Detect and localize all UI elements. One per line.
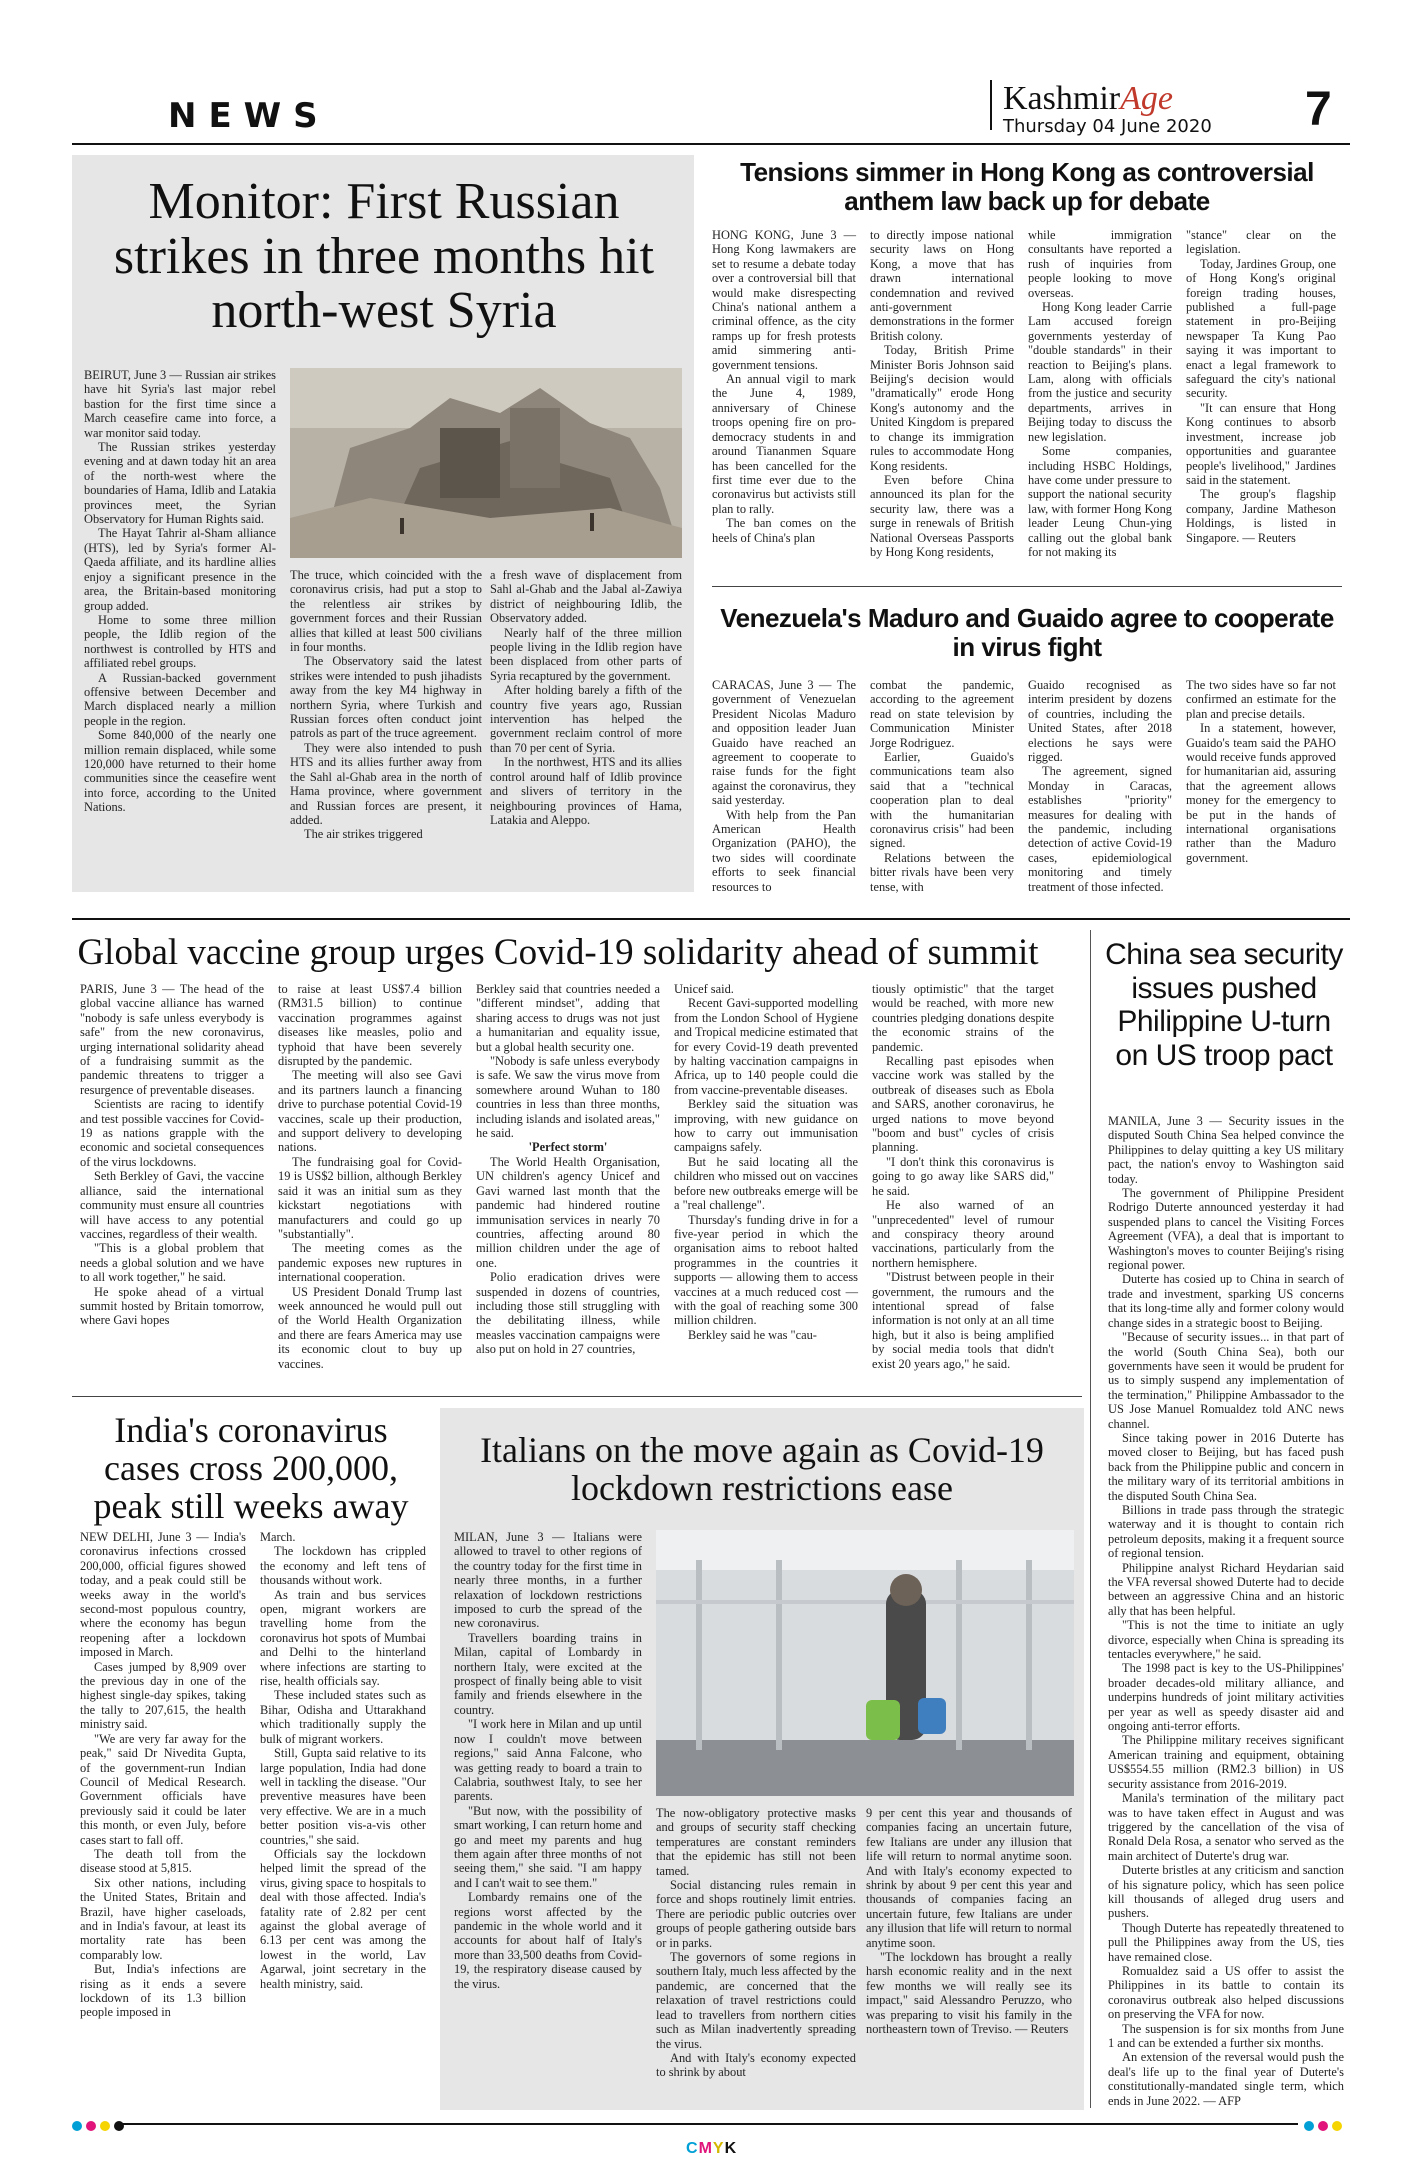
paragraph: The governors of some regions in southern Italy, much less affected by the pandemic, are concerned that the relaxation of travel restrictions could lead to travellers from northern cities such as Milan inadvertently spreading the virus. [656, 1950, 856, 2051]
column-divider [1090, 930, 1091, 2108]
paragraph: Berkley said the situation was improving, with new guidance on how to carry out immunisation campaigns safely. [674, 1097, 858, 1155]
venezuela-headline: Venezuela's Maduro and Guaido agree to cooperate in virus fight [720, 603, 1334, 663]
divider [712, 586, 1342, 587]
paragraph: These included states such as Bihar, Odisha and Uttarakhand which traditionally supply the bulk of migrant workers. [260, 1688, 426, 1746]
paragraph: Six other nations, including the United States, Britain and Brazil, have higher caseloads, and in India's favour, at least its mortality rate has been comparably low. [80, 1875, 246, 1962]
section-rule [72, 918, 1350, 920]
venezuela-col-2 [870, 678, 1014, 894]
paragraph: Nearly half of the three million people living in the Idlib region have been displaced from other parts of Syria recaptured by the government. [490, 625, 682, 683]
paragraph: a fresh wave of displacement from Sahl al-Ghab and the Jabal al-Zawiya district of neighbouring Idlib, the Observatory added. [490, 568, 682, 626]
paper-name-age: Age [1120, 80, 1173, 117]
paragraph: CARACAS, June 3 — The government of Venezuelan President Nicolas Maduro and opposition leader Juan Guaido have reached an agreement to cooperate to raise funds for the fight against the coronavirus, they said yesterday. [712, 678, 856, 808]
color-dots-left [72, 2118, 124, 2136]
paragraph: MILAN, June 3 — Italians were allowed to travel to other regions of the country today for the first time in nearly three months, in a further relaxation of lockdown restrictions imposed to curb the spread of the new coronavirus. [454, 1530, 642, 1631]
paragraph: But, India's infections are rising as it ends a severe lockdown of its 1.3 billion people imposed in [80, 1962, 246, 2020]
paragraph: As train and bus services open, migrant workers are travelling home from the coronavirus hot spots of Mumbai and Delhi to the hinterland where infections are starting to rise, health officials say. [260, 1587, 426, 1689]
color-dots-right [1304, 2118, 1342, 2136]
venezuela-col-3 [1028, 678, 1172, 894]
hongkong-col-1 [712, 228, 856, 568]
paragraph: 9 per cent this year and thousands of companies facing an uncertain future, few Italians are under any illusion that life will return to normal anytime soon. And with Italy's economy expected to shrink by about 9 per cent this year and thousands of companies facing an uncertain future, few Italians are under any illusion that life will return to normal anytime soon. [866, 1806, 1072, 1950]
paragraph: Duterte has cosied up to China in search of trade and investment, sparking US concerns that its long-time ally and former colony would change sides in a strategic boost to Beijing. [1108, 1272, 1344, 1330]
paragraph: "We are very far away for the peak," said Dr Nivedita Gupta, of the government-run Indian Council of Medical Research. Government officials have previously said it could be later this month, or even July, before cases start to fall off. [80, 1731, 246, 1847]
paragraph: "I don't think this coronavirus is going to go away like SARS did," he said. [872, 1154, 1054, 1198]
paragraph: PARIS, June 3 — The head of the global vaccine alliance has warned "nobody is safe unless everybody is safe" from the new coronavirus, urging international solidarity ahead of a fundraising summit as the pandemic threatens to trigger a resurgence of preventable diseases. [80, 982, 264, 1097]
cmyk-letter: Y [712, 2140, 725, 2157]
paragraph: The Russian strikes yesterday evening and at dawn today hit an area of the north-west where the boundaries of Hama, Idlib and Latakia provinces meet, the Syrian Observatory for Human Rights said. [84, 440, 276, 527]
paragraph: They were also intended to push HTS and its allies further away from the Sahl al-Ghab area in the north of Hama province, where government and Russian forces are present, it added. [290, 740, 482, 827]
paragraph: Manila's termination of the military pact was to have taken effect in August and was triggered by the cancellation of the visa of Ronald Dela Rosa, a senator who served as the main architect of Duterte's drug war. [1108, 1791, 1344, 1863]
italy-col-3 [866, 1806, 1072, 2100]
paragraph: The 1998 pact is key to the US-Philippines' broader decades-old military alliance, and underpins hundreds of joint military activities per year as well as speedy disaster aid and ongoing anti-terror efforts. [1108, 1661, 1344, 1734]
india-col-2 [260, 1530, 426, 2110]
syria-col-2 [290, 568, 482, 880]
paragraph: Still, Gupta said relative to its large population, India had done well in tackling the disease. "Our preventive measures have been very effective. We are in a much better position vis-a-vis other countries," she said. [260, 1746, 426, 1847]
paragraph: HONG KONG, June 3 — Hong Kong lawmakers are set to resume a debate today over a controversial bill that would make disrespecting China's national anthem a criminal offence, as the city ramps up for fresh protests amid simmering anti-government tensions. [712, 228, 856, 372]
paragraph: In the northwest, HTS and its allies control around half of Idlib province and slivers of territory in the neighbouring provinces of Hama, Latakia and Aleppo. [490, 755, 682, 827]
cmyk-letter: K [724, 2140, 738, 2157]
paragraph: "But now, with the possibility of smart working, I can return home and go and meet my parents and hug them again after three months of not seeing them," she said. "I am happy and I can't wait to see them." [454, 1803, 642, 1890]
paragraph: The now-obligatory protective masks and groups of security staff checking temperatures are constant reminders that the epidemic has still not been tamed. [656, 1806, 856, 1878]
paragraph: The suspension is for six months from June 1 and can be extended a further six months. [1108, 2021, 1344, 2050]
paragraph: An extension of the reversal would push the deal's life up to the final year of Duterte's constitutionally-mandated single term, which ends in June 2022. — AFP [1108, 2050, 1344, 2108]
hongkong-headline: Tensions simmer in Hong Kong as controversial anthem law back up for debate [740, 157, 1314, 217]
paragraph: Hong Kong leader Carrie Lam accused foreign governments yesterday of "double standards" in their reaction to Beijing's plans. Lam, along with officials from the justice and security departments, arrives in Beijing today to discuss the new legislation. [1028, 300, 1172, 444]
paragraph: The air strikes triggered [304, 827, 423, 842]
venezuela-col-4 [1186, 678, 1336, 884]
section-title: NEWS [168, 96, 330, 136]
paragraph: while immigration consultants have reported a rush of inquiries from people looking to move overseas. [1028, 228, 1172, 300]
paragraph: And with Italy's economy expected to shrink by about [656, 2050, 856, 2080]
yellow-dot [100, 2121, 110, 2131]
registration-bar [72, 2118, 1350, 2130]
paragraph: Some 840,000 of the nearly one million remain displaced, while some 120,000 have returned to their home communities since the ceasefire went into force, according to the United Nations. [84, 728, 276, 815]
paragraph: The World Health Organisation, UN children's agency Unicef and Gavi warned last month that the pandemic had hindered routine immunisation services in nearly 70 countries, affecting around 80 million children under the age of one. [476, 1154, 660, 1270]
paragraph: MANILA, June 3 — Security issues in the disputed South China Sea helped convince the Philippines to delay quitting a key US military pact, the nation's envoy to Washington said today. [1108, 1114, 1344, 1186]
masthead-divider [990, 80, 992, 130]
syria-ruins-photo [290, 368, 682, 558]
cmyk-letter: M [698, 2140, 713, 2157]
italy-headline: Italians on the move again as Covid-19 lockdown restrictions ease [480, 1430, 1044, 1508]
paragraph: to directly impose national security laws on Hong Kong, a move that has drawn international condemnation and revived anti-government demonstrations in the former British colony. [870, 228, 1014, 343]
paragraph: March. [260, 1530, 296, 1544]
paragraph: A Russian-backed government offensive between December and March displaced nearly a million people in the region. [84, 670, 276, 728]
paragraph: The two sides have so far not confirmed an estimate for the plan and precise details. [1186, 678, 1336, 721]
paragraph: combat the pandemic, according to the agreement read on state television by Communication Minister Jorge Rodriguez. [870, 678, 1014, 750]
paragraph: Officials say the lockdown helped limit the spread of the virus, giving space to hospitals to deal with those affected. India's fatality rate of 2.82 per cent against the global average of 6.13 per cent was among the lowest in the world, Lav Agarwal, joint secretary in the health ministry, said. [260, 1846, 426, 1991]
venezuela-col-1 [712, 678, 856, 894]
paragraph: Billions in trade pass through the strategic waterway and it is thought to contain rich petroleum deposits, making it a frequent source of regional tension. [1108, 1502, 1344, 1561]
paragraph: The lockdown has crippled the economy and left tens of thousands without work. [260, 1544, 426, 1588]
paragraph: "This is a global problem that needs a global solution and we have to all work together," he said. [80, 1241, 264, 1285]
paragraph: BEIRUT, June 3 — Russian air strikes have hit Syria's last major rebel bastion for the first time since a March ceasefire came into force, a war monitor said today. [84, 368, 276, 440]
paragraph: "stance" clear on the legislation. [1186, 228, 1336, 257]
paragraph: Travellers boarding trains in Milan, capital of Lombardy in northern Italy, were excited at the prospect of finally being able to visit family and friends elsewhere in the country. [454, 1630, 642, 1717]
header-rule [72, 143, 1350, 145]
issue-date: Thursday 04 June 2020 [1003, 116, 1212, 137]
italy-col-2 [656, 1806, 856, 2100]
paragraph: Today, Jardines Group, one of Hong Kong's original foreign trading houses, published a full-page statement in pro-Beijing newspaper Ta Kung Pao saying it was important to enact a legal framework to safeguard the city's national security. [1186, 256, 1336, 401]
cmyk-mark [686, 2140, 737, 2158]
cmyk-letter: C [686, 2140, 699, 2157]
vaccine-col-4 [674, 982, 858, 1388]
paragraph: With help from the Pan American Health Organization (PAHO), the two sides will coordinate efforts to seek financial resources to [712, 807, 856, 894]
paper-name [1003, 80, 1173, 118]
paper-name-kashmir: Kashmir [1003, 80, 1121, 117]
magenta-dot [86, 2121, 96, 2131]
china-body [1108, 1114, 1344, 2108]
paragraph: Thursday's funding drive in for a five-year period in which the organisation aims to reboot halted programmes in the countries it supports — allowing them to access vaccines at a much reduced cost — with the goal of reaching some 300 million children. [674, 1212, 858, 1328]
paragraph: tiously optimistic" that the target would be reached, with more new countries pledging donations despite the economic strains of the pandemic. [872, 982, 1054, 1054]
italy-col-1 [454, 1530, 642, 2100]
paragraph: Scientists are racing to identify and test possible vaccines for Covid-19 as nations grapple with the economic and societal consequences of the virus lockdowns. [80, 1097, 264, 1169]
paragraph: Though Duterte has repeatedly threatened to pull the Philippines away from the US, ties have remained close. [1108, 1920, 1344, 1964]
india-col-1 [80, 1530, 246, 2110]
paragraph: The fundraising goal for Covid-19 is US$2 billion, although Berkley said it was an initial sum as they kickstart negotiations with manufacturers and could go up "substantially". [278, 1154, 462, 1241]
paragraph: Since taking power in 2016 Duterte has moved closer to Beijing, but has faced push back from the Philippine public and concern in the military wary of its territorial ambitions in the disputed South China Sea. [1108, 1430, 1344, 1503]
paragraph: to raise at least US$7.4 billion (RM31.5 billion) to continue vaccination programmes against diseases like measles, polio and typhoid that have been severely disrupted by the pandemic. [278, 982, 462, 1069]
paragraph: Recalling past episodes when vaccine work was stalled by the outbreak of diseases such as Ebola and SARS, another coronavirus, he urged nations to move beyond "boom and bust" cycles of crisis planning. [872, 1054, 1054, 1155]
paragraph: The Hayat Tahrir al-Sham alliance (HTS), led by Syria's former Al-Qaeda affiliate, and its hardline allies enjoy a significant presence in the area, the Britain-based monitoring group added. [84, 526, 276, 613]
paragraph: Home to some three million people, the Idlib region of the northwest is controlled by HTS and affiliated rebel groups. [84, 612, 276, 671]
paragraph: He spoke ahead of a virtual summit hosted by Britain tomorrow, where Gavi hopes [80, 1284, 264, 1328]
hongkong-col-4 [1186, 228, 1336, 568]
paragraph: He also warned of an "unprecedented" level of rumour and conspiracy theory around vaccinations, particularly from the northern hemisphere. [872, 1198, 1054, 1270]
paragraph: Some companies, including HSBC Holdings, have come under pressure to support the national security law, with former Hong Kong leader Leung Chun-ying calling out the global bank for not making its [1028, 444, 1172, 559]
paragraph: The Philippine military receives significant American training and equipment, obtaining US$554.55 million (RM2.3 billion) in US security assistance from 2016-2019. [1108, 1733, 1344, 1791]
page-number: 7 [1305, 83, 1332, 136]
paragraph: The meeting comes as the pandemic exposes new ruptures in international cooperation. [278, 1241, 462, 1285]
paragraph: NEW DELHI, June 3 — India's coronavirus infections crossed 200,000, official figures showed today, and a peak could still be weeks away in the world's second-most populous country, where the economy has begun reopening after a lockdown imposed in March. [80, 1530, 246, 1660]
paragraph: Seth Berkley of Gavi, the vaccine alliance, said the international community must ensure all countries will have access to any potential vaccines, regardless of their wealth. [80, 1169, 264, 1241]
paragraph: "This is not the time to initiate an ugly divorce, especially when China is spreading its tentacles everywhere," he said. [1108, 1618, 1344, 1662]
paragraph: "The lockdown has brought a really harsh economic reality and in the next few months we will really see its impact," said Alessandro Peruzzo, who was preparing to visit his family in the northeastern town of Treviso. — Reuters [866, 1950, 1072, 2037]
divider [72, 1396, 1082, 1397]
paragraph: The ban comes on the heels of China's plan [712, 516, 856, 545]
paragraph: But he said locating all the children who missed out on vaccines before new outbreaks emerge will be a "real challenge". [674, 1154, 858, 1213]
paragraph: The Observatory said the latest strikes were intended to push jihadists away from the key M4 highway in northern Syria, where Turkish and Russian forces often conduct joint patrols as part of the truce agreement. [290, 654, 482, 741]
paragraph: The death toll from the disease stood at 5,815. [80, 1846, 246, 1876]
paragraph: After holding barely a fifth of the country five years ago, Russian intervention has helped the government reclaim control of more than 70 per cent of Syria. [490, 683, 682, 755]
paragraph: Duterte bristles at any criticism and sanction of his signature policy, which has seen police kill thousands of alleged drug users and pushers. [1108, 1863, 1344, 1921]
magenta-dot [1318, 2121, 1328, 2131]
syria-col-3 [490, 568, 682, 880]
hongkong-col-2 [870, 228, 1014, 568]
vaccine-col-1 [80, 982, 264, 1388]
paragraph: "Distrust between people in their government, the rumours and the intentional spread of false information is not only at an all time high, but it also is being amplified by social media tools that didn't exist 20 years ago," he said. [872, 1270, 1054, 1371]
paragraph: The truce, which coincided with the coronavirus crisis, had put a stop to the relentless air strikes by government forces and their Russian allies that killed at least 500 civilians in four months. [290, 568, 482, 655]
registration-line [118, 2123, 1298, 2125]
paragraph: "I work here in Milan and up until now I couldn't move between regions," said Anna Falcone, who was getting ready to board a train to Calabria, southwest Italy, to see her parents. [454, 1717, 642, 1804]
paragraph: Today, British Prime Minister Boris Johnson said Beijing's decision would "dramatically" erode Hong Kong's autonomy and the United Kingdom is prepared to change its immigration rules to accommodate Hong Kong residents. [870, 343, 1014, 473]
paragraph: Lombardy remains one of the regions worst affected by the pandemic in the whole world and it accounts for about half of Italy's more than 33,500 deaths from Covid-19, the respiratory disease caused by the virus. [454, 1890, 642, 1991]
train-interior-illustration [656, 1530, 1074, 1796]
train-passenger-photo [656, 1530, 1074, 1796]
paragraph: "Because of security issues... in that part of the world (South China Sea), both our governments have seen it would be prudent for us to simply suspend any implementation of the termination," Philippine Ambassador to the US Jose Manuel Romualdez told ANC news channel. [1108, 1330, 1344, 1431]
syria-col-1 [84, 368, 276, 880]
china-headline: China sea security issues pushed Philippine U-turn on US troop pact [1105, 938, 1343, 1072]
paragraph: Philippine analyst Richard Heydarian said the VFA reversal showed Duterte had to decide between an aggressive China and an historic ally that has been helpful. [1108, 1560, 1344, 1618]
yellow-dot [1332, 2121, 1342, 2131]
paragraph: The meeting will also see Gavi and its partners launch a financing drive to purchase potential Covid-19 vaccines, scale up their production, and support delivery to developing nations. [278, 1068, 462, 1155]
subhead: 'Perfect storm' [528, 1140, 608, 1155]
india-headline: India's coronavirus cases cross 200,000, peak still weeks away [93, 1410, 409, 1526]
paragraph: An annual vigil to mark the June 4, 1989, anniversary of Chinese troops opening fire on pro-democracy students in and around Tiananmen Square has been cancelled for the first time ever due to the coronavirus but activists still plan to rally. [712, 372, 856, 516]
paragraph: Guaido recognised as interim president by dozens of countries, including the United States, after 2018 elections he says were rigged. [1028, 678, 1172, 765]
paragraph: "Nobody is safe unless everybody is safe. We saw the virus move from somewhere around Wuhan to 180 countries in less than three months, including islands and isolated areas," he said. [476, 1054, 660, 1141]
syria-headline: Monitor: First Russian strikes in three months hit north-west Syria [113, 173, 655, 340]
cyan-dot [1304, 2121, 1314, 2131]
paragraph: Unicef said. [674, 982, 734, 996]
paragraph: The government of Philippine President Rodrigo Duterte announced yesterday it had suspended plans to cancel the Visiting Forces Agreement (VFA), a deal that is important to Washington's moves to counter Beijing's rising regional power. [1108, 1186, 1344, 1273]
paragraph: Social distancing rules remain in force and shops routinely limit entries. There are periodic public outcries over groups of people gathering outside bars or in parks. [656, 1878, 856, 1950]
paragraph: Recent Gavi-supported modelling from the London School of Hygiene and Tropical medicine estimated that for every Covid-19 death prevented by halting vaccination campaigns in Africa, up to 140 people could die from vaccine-preventable diseases. [674, 996, 858, 1097]
hongkong-col-3 [1028, 228, 1172, 568]
paragraph: Relations between the bitter rivals have been very tense, with [870, 850, 1014, 894]
paragraph: "It can ensure that Hong Kong continues to absorb investment, increase job opportunities and guarantee people's livelihood," Jardines said in the statement. [1186, 400, 1336, 487]
paragraph: Cases jumped by 8,909 over the previous day in one of the highest single-day spikes, taking the tally to 207,615, the health ministry said. [80, 1659, 246, 1732]
paragraph: Even before China announced its plan for the security law, there was a surge in renewals of British National Overseas Passports by Hong Kong residents, [870, 472, 1014, 559]
paragraph: The group's flagship company, Jardine Matheson Holdings, is listed in Singapore. — Reuters [1186, 487, 1336, 545]
vaccine-col-2 [278, 982, 462, 1388]
paragraph: Romualdez said a US offer to assist the Philippines in its battle to contain its coronavirus outbreak also helped discussions on preserving the VFA for now. [1108, 1963, 1344, 2022]
paragraph: Berkley said he was "cau- [688, 1327, 817, 1342]
ruins-illustration [290, 368, 682, 558]
vaccine-col-5 [872, 982, 1054, 1388]
paragraph: Polio eradication drives were suspended in dozens of countries, including those still struggling with the debilitating illness, while measles vaccination campaigns were also put on hold in 27 countries, [476, 1270, 660, 1357]
paragraph: The agreement, signed Monday in Caracas, establishes "priority" measures for dealing with the pandemic, including detection of active Covid-19 cases, epidemiological monitoring and timely treatment of those infected. [1028, 764, 1172, 894]
paragraph: Earlier, Guaido's communications team also said that a "technical cooperation plan to deal with the humanitarian coronavirus crisis" had been signed. [870, 750, 1014, 851]
paragraph: In a statement, however, Guaido's team said the PAHO would receive funds approved for humanitarian aid, assuring that the agreement allows money for the emergency to be put in the hands of international organisations rather than the Maduro government. [1186, 721, 1336, 865]
paragraph: US President Donald Trump last week announced he would pull out of the World Health Organization and there are fears America may use its economic clout to buy up vaccines. [278, 1284, 462, 1371]
vaccine-headline: Global vaccine group urges Covid-19 solidarity ahead of summit [77, 932, 1039, 973]
vaccine-col-3 [476, 982, 660, 1388]
paragraph: Berkley said that countries needed a "different mindset", adding that sharing access to drugs was not just a humanitarian and equality issue, but a global health security one. [476, 982, 660, 1054]
cyan-dot [72, 2121, 82, 2131]
